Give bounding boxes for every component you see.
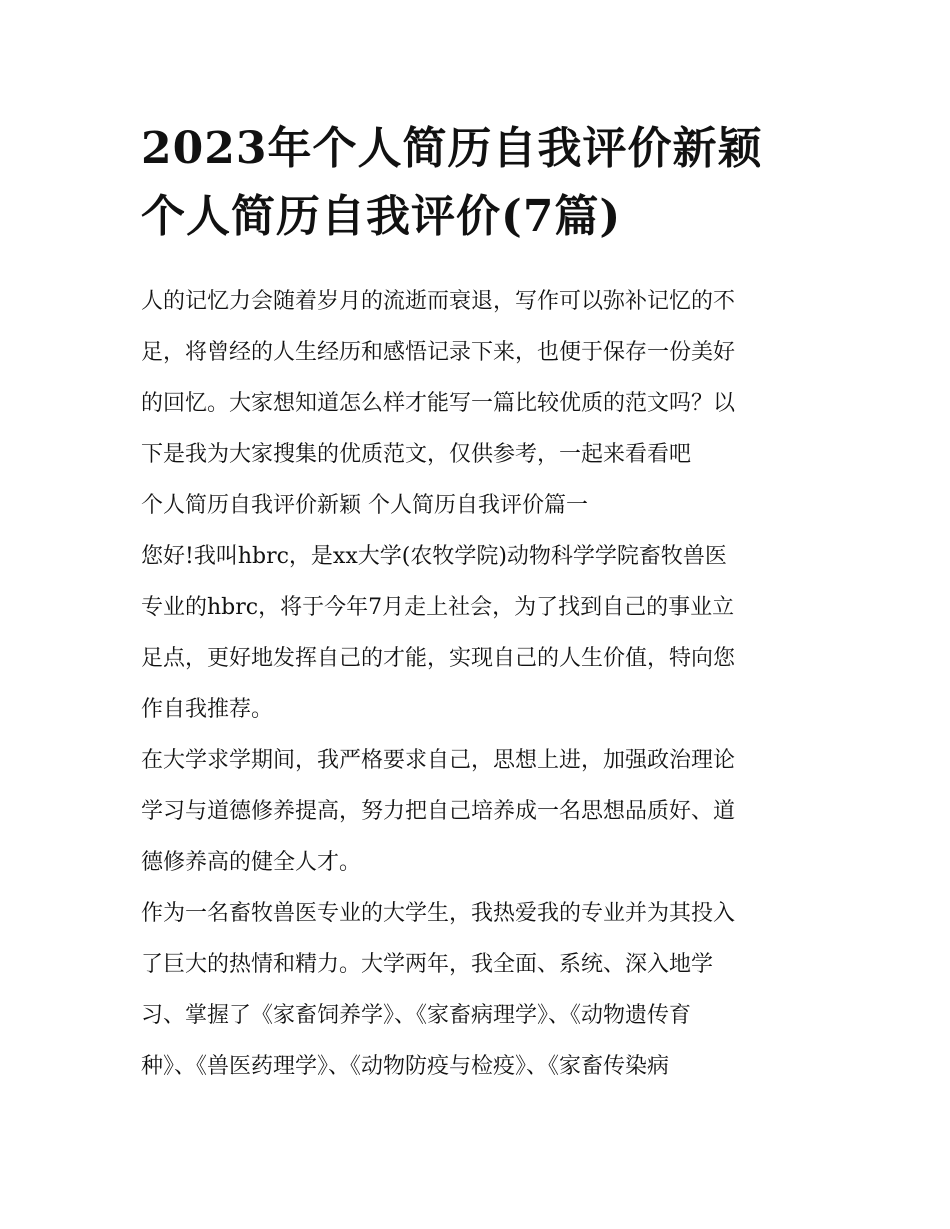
body-line-16: 种》、《兽医药理学》、《动物防疫与检疫》、《家畜传染病 (141, 1054, 670, 1079)
body-line-6: 您好!我叫hbrc，是xx大学(农牧学院)动物科学学院畜牧兽医 (141, 544, 727, 569)
body-line-9: 作自我推荐。 (141, 697, 274, 722)
body-line-4: 下是我为大家搜集的优质范文，仅供参考，一起来看看吧 (141, 442, 692, 467)
section-heading: 个人简历自我评价新颖 个人简历自我评价篇一 (141, 493, 588, 518)
body-line-1: 人的记忆力会随着岁月的流逝而衰退，写作可以弥补记忆的不 (141, 289, 736, 314)
body-line-8: 足点，更好地发挥自己的才能，实现自己的人生价值，特向您 (141, 646, 736, 671)
body-line-2: 足，将曾经的人生经历和感悟记录下来，也便于保存一份美好 (141, 340, 736, 365)
body-line-11: 学习与道德修养提高，努力把自己培养成一名思想品质好、道 (141, 799, 736, 824)
title-line-1: 2023年个人简历自我评价新颖 (141, 123, 763, 174)
body-line-12: 德修养高的健全人才。 (141, 850, 362, 875)
body-line-10: 在大学求学期间，我严格要求自己，思想上进，加强政治理论 (141, 748, 736, 773)
title-line-2: 个人简历自我评价(7篇) (141, 191, 622, 242)
body-line-7: 专业的hbrc，将于今年7月走上社会，为了找到自己的事业立 (141, 595, 735, 620)
body-line-15: 习、掌握了《家畜饲养学》、《家畜病理学》、《动物遗传育 (141, 1003, 692, 1028)
document-body (141, 276, 821, 1092)
body-line-13: 作为一名畜牧兽医专业的大学生，我热爱我的专业并为其投入 (141, 901, 736, 926)
body-line-14: 了巨大的热情和精力。大学两年，我全面、系统、深入地学 (141, 952, 714, 977)
body-line-3: 的回忆。大家想知道怎么样才能写一篇比较优质的范文吗？以 (141, 391, 736, 416)
document-title (141, 115, 821, 251)
